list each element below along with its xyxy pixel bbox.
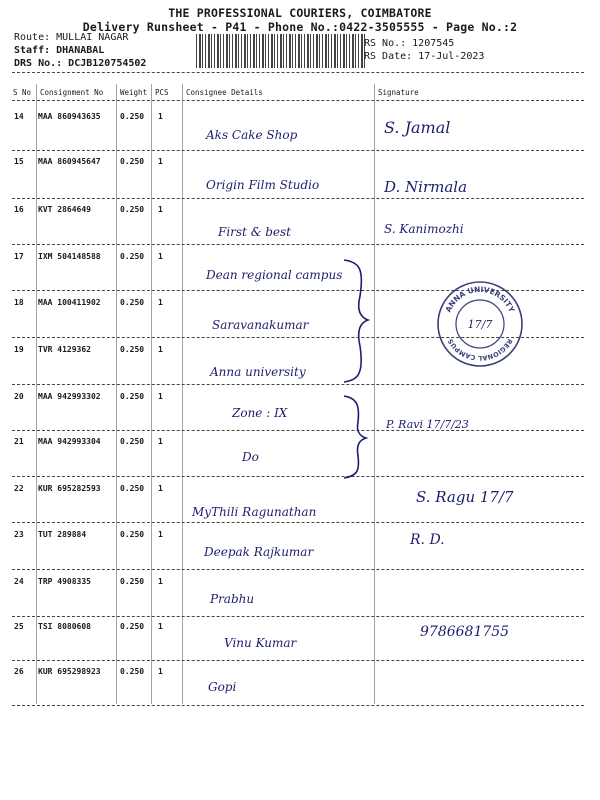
svg-text:17/7: 17/7 [467, 318, 493, 331]
row-signature: S. Ragu 17/7 [416, 488, 514, 506]
row-signature: 9786681755 [420, 624, 510, 640]
col-header-pcs: PCS [155, 88, 169, 97]
row-divider [12, 660, 584, 661]
row-weight: 0.250 [120, 437, 145, 446]
row-divider [12, 616, 584, 617]
row-pcs: 1 [158, 667, 163, 676]
row-pcs: 1 [158, 530, 163, 539]
barcode [196, 34, 366, 68]
header-divider [12, 100, 584, 101]
row-divider [12, 198, 584, 199]
col-header-consignment: Consignment No [40, 88, 104, 97]
row-consignment-no: MAA 100411902 [38, 298, 101, 307]
row-consignee-handwritten: Prabhu [210, 592, 255, 606]
row-divider [12, 150, 584, 151]
staff-label: Staff: DHANABAL [14, 45, 105, 56]
col-header-weight: Weight [120, 88, 148, 97]
row-divider [12, 244, 584, 245]
row-pcs: 1 [158, 298, 163, 307]
row-pcs: 1 [158, 484, 163, 493]
row-pcs: 1 [158, 622, 163, 631]
row-weight: 0.250 [120, 298, 145, 307]
row-consignee-handwritten: Origin Film Studio [206, 178, 320, 192]
col-header-consignee: Consignee Details [186, 88, 263, 97]
row-consignee-handwritten: Dean regional campus [206, 268, 343, 282]
row-sno: 17 [14, 252, 24, 261]
row-consignee-handwritten: Deepak Rajkumar [204, 545, 314, 559]
row-sno: 22 [14, 484, 24, 493]
row-consignee-handwritten: Zone : IX [232, 406, 288, 420]
header-divider [12, 72, 584, 73]
row-sno: 20 [14, 392, 24, 401]
row-sno: 25 [14, 622, 24, 631]
row-consignment-no: TUT 289884 [38, 530, 87, 539]
row-sno: 23 [14, 530, 24, 539]
col-divider [36, 84, 37, 704]
row-weight: 0.250 [120, 484, 145, 493]
row-weight: 0.250 [120, 252, 145, 261]
row-pcs: 1 [158, 157, 163, 166]
row-divider [12, 430, 584, 431]
row-pcs: 1 [158, 252, 163, 261]
row-signature: S. Jamal [384, 118, 451, 137]
row-pcs: 1 [158, 205, 163, 214]
row-consignment-no: KVT 2864649 [38, 205, 91, 214]
row-consignee-handwritten: Anna university [210, 365, 306, 379]
row-consignment-no: MAA 860945647 [38, 157, 101, 166]
row-weight: 0.250 [120, 530, 145, 539]
row-sno: 24 [14, 577, 24, 586]
runsheet-subtitle: Delivery Runsheet - P41 - Phone No.:0422-3505555 - Page No.:2 [82, 20, 518, 34]
row-consignee-handwritten: Aks Cake Shop [206, 128, 298, 142]
row-consignee-handwritten: Vinu Kumar [224, 636, 297, 650]
row-consignee-handwritten: Gopi [208, 680, 237, 694]
svg-text:ANNA UNIVERSITY: ANNA UNIVERSITY [443, 284, 517, 314]
col-divider [374, 84, 375, 704]
row-divider [12, 522, 584, 523]
group-bracket [340, 256, 370, 386]
row-sno: 16 [14, 205, 24, 214]
row-consignee-handwritten: MyThili Ragunathan [192, 505, 317, 519]
row-consignment-no: TRP 4908335 [38, 577, 91, 586]
col-header-signature: Signature [378, 88, 419, 97]
row-weight: 0.250 [120, 577, 145, 586]
row-pcs: 1 [158, 345, 163, 354]
row-sno: 26 [14, 667, 24, 676]
row-consignment-no: KUR 695298923 [38, 667, 101, 676]
row-divider [12, 569, 584, 570]
row-divider [12, 705, 584, 706]
row-sno: 19 [14, 345, 24, 354]
row-sno: 15 [14, 157, 24, 166]
rs-date: RS Date: 17-Jul-2023 [364, 51, 485, 62]
col-header-sno: S No [13, 88, 32, 97]
col-divider [151, 84, 152, 704]
university-seal-stamp [436, 280, 524, 368]
row-consignment-no: MAA 942993304 [38, 437, 101, 446]
row-weight: 0.250 [120, 392, 145, 401]
row-consignment-no: TVR 4129362 [38, 345, 91, 354]
row-divider [12, 384, 584, 385]
row-pcs: 1 [158, 112, 163, 121]
row-sno: 14 [14, 112, 24, 121]
row-signature: D. Nirmala [384, 178, 468, 196]
row-divider [12, 476, 584, 477]
row-weight: 0.250 [120, 205, 145, 214]
rs-number: RS No.: 1207545 [364, 38, 455, 49]
row-consignment-no: IXM 504148588 [38, 252, 101, 261]
group-bracket [340, 392, 370, 482]
row-weight: 0.250 [120, 112, 145, 121]
row-consignee-handwritten: Do [242, 450, 259, 464]
row-weight: 0.250 [120, 622, 145, 631]
row-sno: 21 [14, 437, 24, 446]
company-title: THE PROFESSIONAL COURIERS, COIMBATORE [168, 6, 432, 20]
row-consignee-handwritten: First & best [218, 225, 291, 239]
row-signature: P. Ravi 17/7/23 [386, 418, 469, 431]
col-divider [116, 84, 117, 704]
row-consignment-no: TSI 8080608 [38, 622, 91, 631]
drs-number: DRS No.: DCJB120754502 [14, 58, 147, 69]
row-consignee-handwritten: Saravanakumar [212, 318, 309, 332]
row-signature: R. D. [410, 532, 445, 548]
row-weight: 0.250 [120, 345, 145, 354]
row-consignment-no: MAA 942993302 [38, 392, 101, 401]
row-sno: 18 [14, 298, 24, 307]
svg-text:REGIONAL CAMPUS: REGIONAL CAMPUS [446, 337, 514, 363]
route-label: Route: MULLAI NAGAR [14, 32, 129, 43]
col-divider [182, 84, 183, 704]
row-weight: 0.250 [120, 667, 145, 676]
row-consignment-no: MAA 860943635 [38, 112, 101, 121]
row-pcs: 1 [158, 577, 163, 586]
row-pcs: 1 [158, 392, 163, 401]
row-weight: 0.250 [120, 157, 145, 166]
row-signature: S. Kanimozhi [384, 222, 464, 236]
row-consignment-no: KUR 695282593 [38, 484, 101, 493]
row-pcs: 1 [158, 437, 163, 446]
